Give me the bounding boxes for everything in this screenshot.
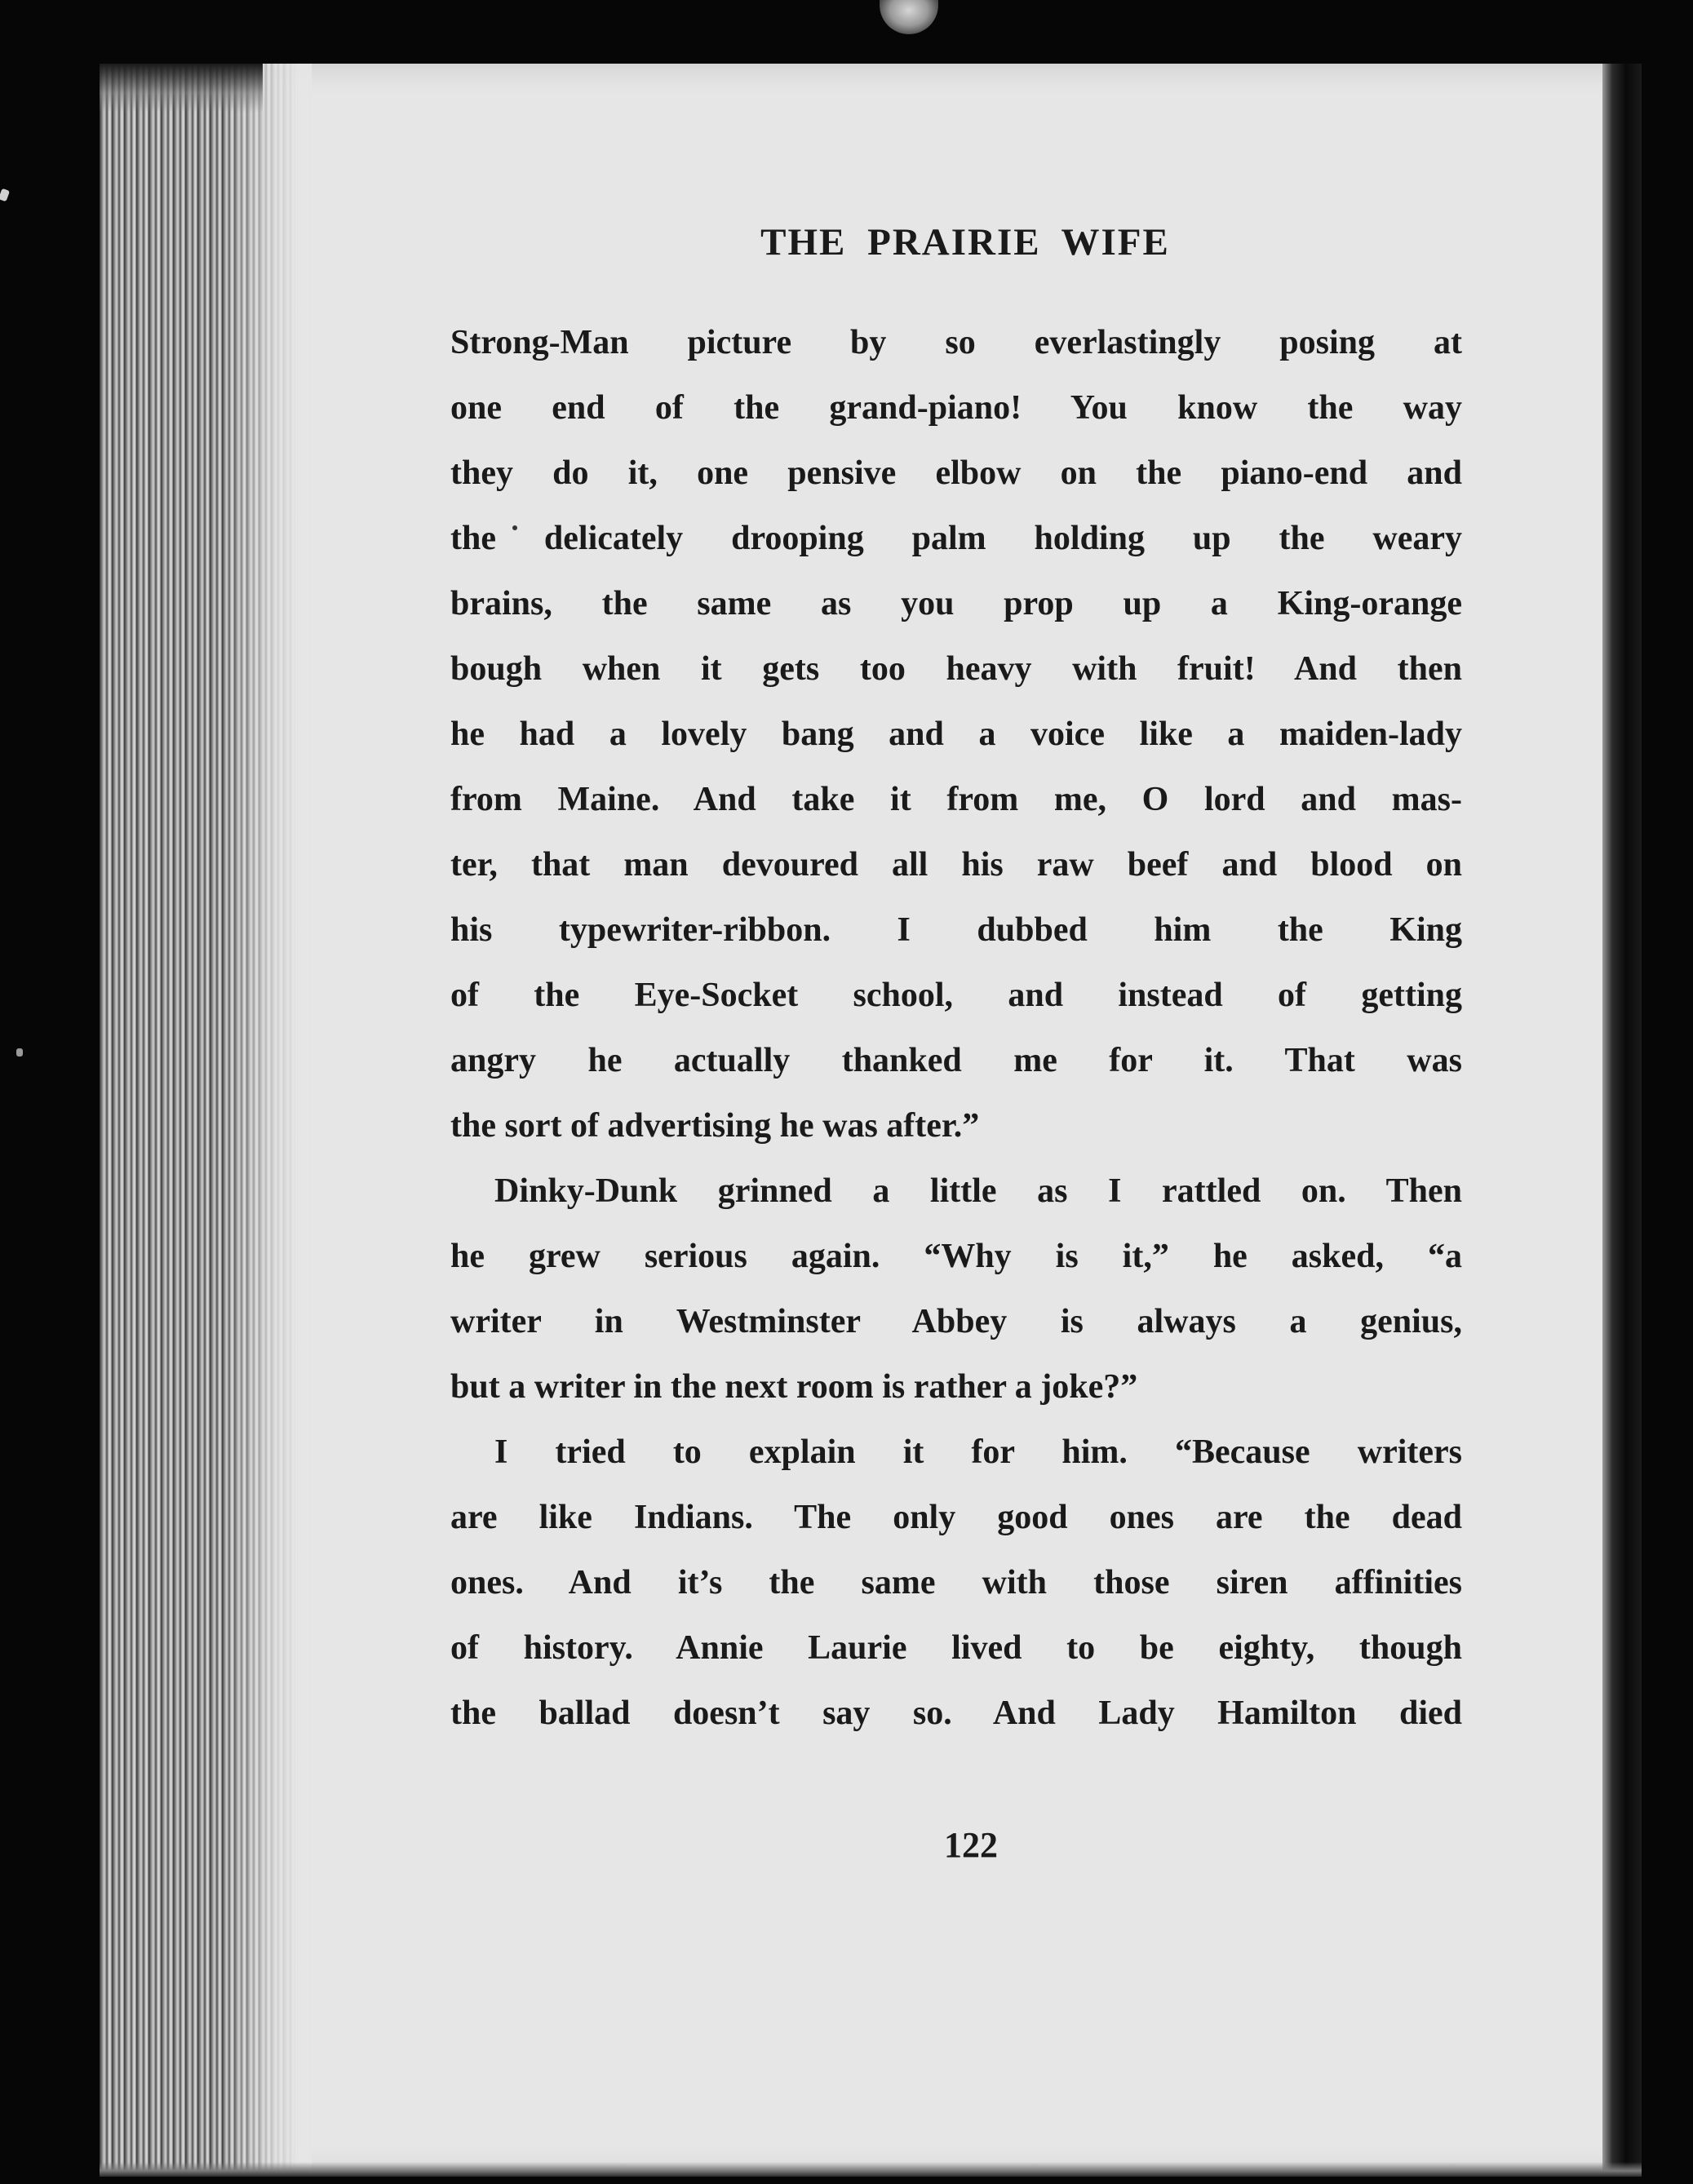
text-line: are like Indians. The only good ones are the dead	[450, 1499, 1462, 1536]
page-number: 122	[944, 1825, 998, 1865]
text-line: the delicately drooping palm holding up the weary	[450, 520, 1462, 557]
text-line: Strong-Man picture by so everlastingly posing at	[450, 324, 1462, 361]
text-line: ones. And it’s the same with those siren affinities	[450, 1564, 1462, 1601]
text-line: the sort of advertising he was after.”	[450, 1107, 980, 1145]
text-line: one end of the grand-piano! You know the way	[450, 389, 1462, 427]
text-line: of the Eye-Socket school, and instead of getting	[450, 977, 1462, 1014]
body-text	[450, 310, 1462, 1746]
text-line: but a writer in the next room is rather a joke?”	[450, 1368, 1138, 1406]
text-line: he had a lovely bang and a voice like a maiden-lady	[450, 715, 1462, 753]
text-line: of history. Annie Laurie lived to be eighty, though	[450, 1629, 1462, 1667]
text-line: from Maine. And take it from me, O lord and mas-	[450, 781, 1462, 818]
text-line: angry he actually thanked me for it. That was	[450, 1042, 1462, 1079]
text-line: bough when it gets too heavy with fruit! And then	[450, 650, 1462, 688]
text-line: brains, the same as you prop up a King-orange	[450, 585, 1462, 622]
text-line: ter, that man devoured all his raw beef and blood on	[450, 846, 1462, 884]
text-line: Dinky-Dunk grinned a little as I rattled on. Then	[494, 1172, 1462, 1210]
text-line: they do it, one pensive elbow on the piano-end and	[450, 454, 1462, 492]
text-line: the ballad doesn’t say so. And Lady Hamilton died	[450, 1694, 1462, 1732]
running-head: THE PRAIRIE WIFE	[760, 221, 1170, 264]
text-line: I tried to explain it for him. “Because writers	[494, 1433, 1462, 1471]
text-line: writer in Westminster Abbey is always a genius,	[450, 1303, 1462, 1340]
text-line: he grew serious again. “Why is it,” he asked, “a	[450, 1238, 1462, 1275]
text-line: his typewriter-ribbon. I dubbed him the King	[450, 911, 1462, 949]
